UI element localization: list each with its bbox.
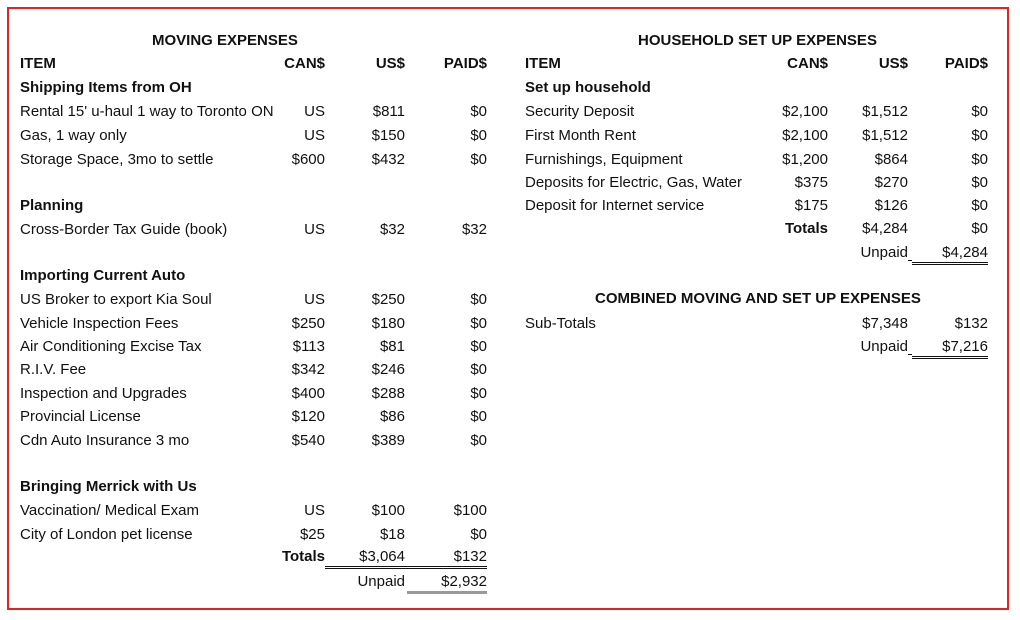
row-can: $25 xyxy=(299,526,325,543)
moving-totals-paid: $132 xyxy=(405,548,487,569)
row-can: $1,200 xyxy=(782,151,828,168)
row-item: Furnishings, Equipment xyxy=(525,151,683,168)
row-can: US xyxy=(304,221,325,238)
row-item: First Month Rent xyxy=(525,127,636,144)
row-paid: $0 xyxy=(971,197,988,214)
combined-unpaid-label: Unpaid xyxy=(860,338,908,355)
moving-header-item: ITEM xyxy=(20,55,56,72)
moving-header-can: CAN$ xyxy=(284,55,325,72)
row-us: $432 xyxy=(371,151,405,168)
row-paid: $0 xyxy=(470,361,487,378)
row-us: $389 xyxy=(371,432,405,449)
row-paid: $0 xyxy=(470,151,487,168)
moving-unpaid-label: Unpaid xyxy=(357,573,405,590)
row-paid: $0 xyxy=(470,432,487,449)
row-us: $1,512 xyxy=(862,103,908,120)
section-title-setup: Set up household xyxy=(525,79,651,96)
row-item: City of London pet license xyxy=(20,526,193,543)
row-can: US xyxy=(304,103,325,120)
row-can: $540 xyxy=(291,432,325,449)
row-us: $18 xyxy=(379,526,405,543)
row-item: Provincial License xyxy=(20,408,141,425)
moving-title: MOVING EXPENSES xyxy=(152,32,298,49)
row-can: US xyxy=(304,291,325,308)
row-item: Cross-Border Tax Guide (book) xyxy=(20,221,228,238)
row-can: $113 xyxy=(292,338,325,355)
row-item: Security Deposit xyxy=(525,103,635,120)
row-paid: $0 xyxy=(470,526,487,543)
row-us: $864 xyxy=(874,151,908,168)
row-can: $375 xyxy=(794,174,828,191)
row-can: $250 xyxy=(291,315,325,332)
combined-title: COMBINED MOVING AND SET UP EXPENSES xyxy=(595,290,921,307)
row-paid: $100 xyxy=(453,502,487,519)
household-totals-label: Totals xyxy=(784,220,828,237)
combined-subtotal-paid: $132 xyxy=(954,315,988,332)
combined-unpaid-value: $7,216 xyxy=(912,338,988,359)
household-title: HOUSEHOLD SET UP EXPENSES xyxy=(638,32,877,49)
section-title-auto: Importing Current Auto xyxy=(20,267,186,284)
household-header-us: US$ xyxy=(878,55,908,72)
moving-totals-label: Totals xyxy=(281,548,325,565)
row-us: $86 xyxy=(379,408,405,425)
household-unpaid-label: Unpaid xyxy=(860,244,908,261)
row-paid: $0 xyxy=(971,103,988,120)
row-us: $270 xyxy=(874,174,908,191)
row-item: Gas, 1 way only xyxy=(20,127,127,144)
row-paid: $0 xyxy=(470,315,487,332)
row-can: $175 xyxy=(794,197,828,214)
moving-header-paid: PAID$ xyxy=(443,55,487,72)
row-can: $2,100 xyxy=(782,103,828,120)
section-title-shipping: Shipping Items from OH xyxy=(20,79,192,96)
row-item: Deposit for Internet service xyxy=(525,197,705,214)
section-title-planning: Planning xyxy=(20,197,84,214)
row-item: Inspection and Upgrades xyxy=(20,385,187,402)
row-paid: $0 xyxy=(470,103,487,120)
row-us: $811 xyxy=(372,103,405,120)
row-us: $81 xyxy=(379,338,405,355)
row-us: $32 xyxy=(379,221,405,238)
row-can: US xyxy=(304,127,325,144)
row-paid: $0 xyxy=(971,174,988,191)
row-paid: $0 xyxy=(470,338,487,355)
row-can: $342 xyxy=(291,361,325,378)
section-title-merrick: Bringing Merrick with Us xyxy=(20,478,197,495)
row-us: $250 xyxy=(371,291,405,308)
combined-subtotal-us: $7,348 xyxy=(862,315,908,332)
row-item: R.I.V. Fee xyxy=(20,361,87,378)
row-us: $1,512 xyxy=(862,127,908,144)
row-us: $100 xyxy=(371,502,405,519)
row-can: $400 xyxy=(291,385,325,402)
row-us: $288 xyxy=(371,385,405,402)
row-can: US xyxy=(304,502,325,519)
row-item: Air Conditioning Excise Tax xyxy=(20,338,202,355)
row-item: US Broker to export Kia Soul xyxy=(20,291,212,308)
moving-unpaid-value: $2,932 xyxy=(407,573,487,594)
combined-subtotal-label: Sub-Totals xyxy=(525,315,596,332)
household-totals-paid: $0 xyxy=(971,220,988,237)
row-item: Vaccination/ Medical Exam xyxy=(20,502,199,519)
row-paid: $0 xyxy=(971,151,988,168)
row-paid: $0 xyxy=(470,385,487,402)
household-header-item: ITEM xyxy=(525,55,561,72)
row-can: $120 xyxy=(291,408,325,425)
household-header-can: CAN$ xyxy=(787,55,828,72)
row-paid: $0 xyxy=(470,127,487,144)
row-us: $150 xyxy=(371,127,405,144)
row-paid: $32 xyxy=(461,221,487,238)
row-paid: $0 xyxy=(470,291,487,308)
row-item: Vehicle Inspection Fees xyxy=(20,315,179,332)
household-header-paid: PAID$ xyxy=(944,55,988,72)
moving-header-us: US$ xyxy=(375,55,405,72)
row-can: $2,100 xyxy=(782,127,828,144)
row-paid: $0 xyxy=(470,408,487,425)
row-item: Cdn Auto Insurance 3 mo xyxy=(20,432,190,449)
household-totals-us: $4,284 xyxy=(862,220,908,237)
row-paid: $0 xyxy=(971,127,988,144)
row-item: Storage Space, 3mo to settle xyxy=(20,151,214,168)
row-item: Deposits for Electric, Gas, Water xyxy=(525,174,743,191)
row-item: Rental 15' u-haul 1 way to Toronto ON xyxy=(20,103,274,120)
row-us: $246 xyxy=(371,361,405,378)
row-us: $126 xyxy=(874,197,908,214)
moving-totals-us: $3,064 xyxy=(325,548,405,569)
row-can: $600 xyxy=(291,151,325,168)
row-us: $180 xyxy=(371,315,405,332)
household-unpaid-value: $4,284 xyxy=(912,244,988,265)
